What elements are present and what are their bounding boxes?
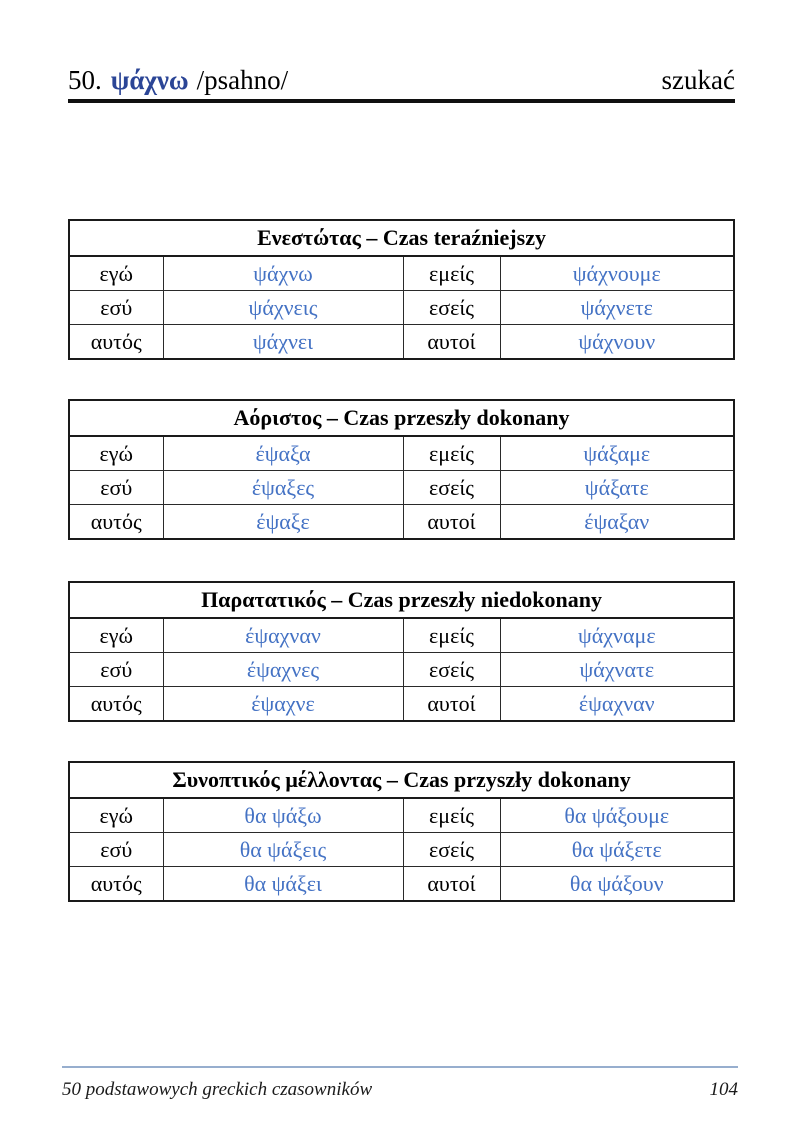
cell-verb-form: έψαξαν	[500, 505, 734, 540]
cell-verb-form: θα ψάξεις	[163, 833, 403, 867]
cell-verb-form: έψαξε	[163, 505, 403, 540]
table-row	[69, 436, 734, 471]
table-title: Ενεστώτας – Czas teraźniejszy	[69, 220, 734, 256]
table-title: Συνοπτικός μέλλοντας – Czas przyszły dokonany	[69, 762, 734, 798]
table-row	[69, 505, 734, 540]
table-title-row	[69, 762, 734, 798]
table-title-row	[69, 400, 734, 436]
cell-verb-form: έψαξα	[163, 436, 403, 471]
cell-pronoun: εμείς	[403, 618, 500, 653]
cell-verb-form: ψάχνετε	[500, 291, 734, 325]
headword-greek-verb: ψάχνω	[110, 65, 189, 95]
cell-pronoun: εσύ	[69, 833, 163, 867]
cell-verb-form: έψαχνες	[163, 653, 403, 687]
table-row	[69, 471, 734, 505]
cell-pronoun: εσύ	[69, 291, 163, 325]
table-imperfect-tense	[68, 581, 735, 722]
cell-pronoun: εμείς	[403, 798, 500, 833]
cell-verb-form: θα ψάξετε	[500, 833, 734, 867]
cell-verb-form: θα ψάξουμε	[500, 798, 734, 833]
table-row	[69, 687, 734, 722]
cell-pronoun: εσείς	[403, 833, 500, 867]
cell-pronoun: αυτοί	[403, 505, 500, 540]
cell-pronoun: εσείς	[403, 653, 500, 687]
cell-pronoun: εσείς	[403, 291, 500, 325]
cell-verb-form: ψάξαμε	[500, 436, 734, 471]
cell-verb-form: θα ψάξω	[163, 798, 403, 833]
cell-verb-form: θα ψάξει	[163, 867, 403, 902]
table-aorist-tense	[68, 399, 735, 540]
cell-verb-form: ψάχνουμε	[500, 256, 734, 291]
cell-verb-form: ψάξατε	[500, 471, 734, 505]
table-row	[69, 867, 734, 902]
cell-pronoun: αυτός	[69, 325, 163, 360]
table-future-tense	[68, 761, 735, 902]
table-title-row	[69, 582, 734, 618]
cell-pronoun: εσύ	[69, 653, 163, 687]
cell-pronoun: εσείς	[403, 471, 500, 505]
page-number: 104	[709, 1079, 738, 1100]
cell-verb-form: ψάχναμε	[500, 618, 734, 653]
table-row	[69, 653, 734, 687]
lesson-number: 50.	[68, 65, 102, 95]
table-title: Αόριστος – Czas przeszły dokonany	[69, 400, 734, 436]
cell-pronoun: αυτοί	[403, 325, 500, 360]
cell-verb-form: έψαξες	[163, 471, 403, 505]
cell-verb-form: έψαχναν	[163, 618, 403, 653]
cell-verb-form: ψάχνει	[163, 325, 403, 360]
cell-verb-form: έψαχναν	[500, 687, 734, 722]
cell-pronoun: εσύ	[69, 471, 163, 505]
cell-verb-form: ψάχνουν	[500, 325, 734, 360]
cell-verb-form: ψάχνεις	[163, 291, 403, 325]
polish-translation: szukać	[661, 65, 735, 95]
cell-verb-form: ψάχνω	[163, 256, 403, 291]
cell-pronoun: αυτός	[69, 867, 163, 902]
cell-pronoun: εμείς	[403, 436, 500, 471]
cell-pronoun: εμείς	[403, 256, 500, 291]
transliteration: /psahno/	[196, 65, 289, 95]
cell-pronoun: εγώ	[69, 436, 163, 471]
cell-pronoun: αυτός	[69, 687, 163, 722]
table-row	[69, 291, 734, 325]
book-title: 50 podstawowych greckich czasowników	[62, 1079, 373, 1100]
cell-pronoun: εγώ	[69, 798, 163, 833]
cell-pronoun: αυτοί	[403, 867, 500, 902]
cell-pronoun: εγώ	[69, 618, 163, 653]
cell-verb-form: ψάχνατε	[500, 653, 734, 687]
table-row	[69, 798, 734, 833]
table-present-tense	[68, 219, 735, 360]
cell-pronoun: αυτός	[69, 505, 163, 540]
table-title: Παρατατικός – Czas przeszły niedokonany	[69, 582, 734, 618]
table-row	[69, 256, 734, 291]
table-row	[69, 618, 734, 653]
cell-pronoun: αυτοί	[403, 687, 500, 722]
page-header	[68, 66, 735, 103]
cell-verb-form: έψαχνε	[163, 687, 403, 722]
table-title-row	[69, 220, 734, 256]
table-row	[69, 833, 734, 867]
table-row	[69, 325, 734, 360]
page-footer	[62, 1066, 738, 1101]
cell-pronoun: εγώ	[69, 256, 163, 291]
cell-verb-form: θα ψάξουν	[500, 867, 734, 902]
